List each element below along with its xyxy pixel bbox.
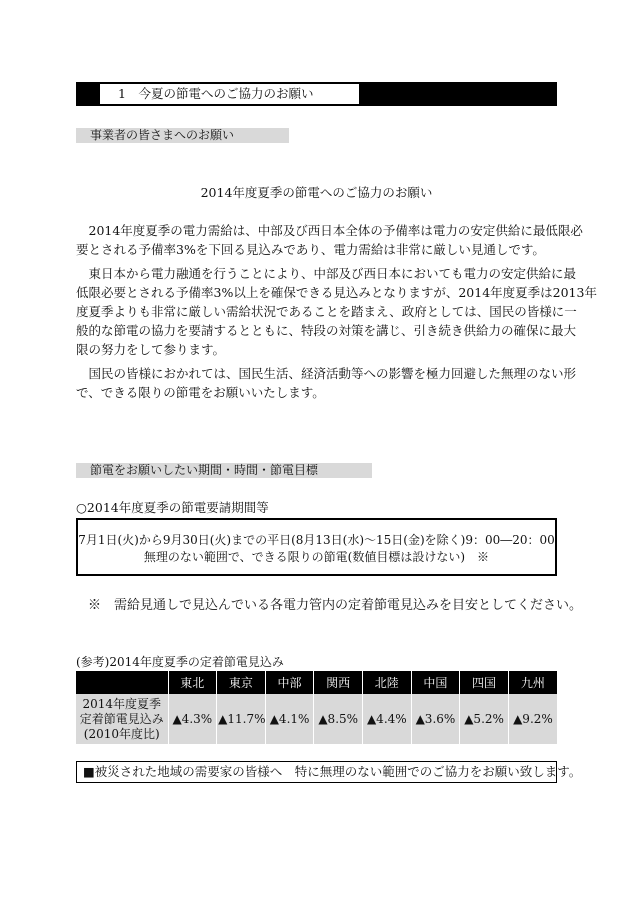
- section-header-title: 1 今夏の節電へのご協力のお願い: [100, 84, 359, 104]
- table-cell: ▲9.2%: [508, 694, 557, 744]
- table-header-cell: 東京: [217, 671, 266, 694]
- row-label-line: 2014年度夏季: [82, 696, 162, 711]
- paragraph-line: 低限必要とされる予備率3%以上を確保できる見込みとなりますが、2014年度夏季は2013年: [76, 285, 597, 300]
- table-header-cell: 中国: [411, 671, 460, 694]
- paragraph-line: 国民の皆様におかれては、国民生活、経済活動等への影響を極力回避した無理のない形: [76, 366, 577, 381]
- subheading-period: 節電をお願いしたい期間・時間・節電目標: [76, 463, 372, 478]
- paragraph-line: 般的な節電の協力を要請するとともに、特段の対策を講じ、引き続き供給力の確保に最大: [76, 323, 577, 338]
- period-dates: 7月1日(火)から9月30日(火)までの平日(8月13日(水)～15日(金)を除く)9：00―20：00: [78, 533, 555, 547]
- table-header-cell: 関西: [314, 671, 363, 694]
- table-header-row: [76, 671, 557, 694]
- period-target: 無理のない範囲で、できる限りの節電(数値目標は設けない) ※: [143, 550, 490, 564]
- paragraph-1: [76, 221, 583, 259]
- paragraph-3: [76, 364, 577, 402]
- table-cell: ▲3.6%: [411, 694, 460, 744]
- period-label: ○2014年度夏季の節電要請期間等: [76, 500, 269, 515]
- table-cell: ▲4.4%: [363, 694, 412, 744]
- table-row: [76, 694, 557, 744]
- table-row-label: [76, 694, 168, 744]
- table-header-empty: [76, 671, 168, 694]
- section-header-bar: [76, 82, 557, 106]
- paragraph-line: 限の努力をして参ります。: [76, 342, 226, 357]
- document-title: 2014年度夏季の節電へのご協力のお願い: [200, 185, 433, 200]
- row-label-line: 定着節電見込み: [79, 711, 164, 726]
- paragraph-line: 度夏季よりも非常に厳しい需給状況であることを踏まえ、政府としては、国民の皆様に一: [76, 304, 577, 319]
- table-header-cell: 東北: [168, 671, 217, 694]
- table-caption: (参考)2014年度夏季の定着節電見込み: [76, 655, 284, 669]
- table-header-cell: 九州: [508, 671, 557, 694]
- table-cell: ▲4.1%: [265, 694, 314, 744]
- reference-table: [76, 671, 557, 744]
- paragraph-line: 東日本から電力融通を行うことにより、中部及び西日本においても電力の安定供給に最: [76, 266, 577, 281]
- note: ※ 需給見通しで見込んでいる各電力管内の定着節電見込みを目安としてください。: [88, 598, 583, 613]
- table-cell: ▲11.7%: [217, 694, 266, 744]
- row-label-line: (2010年度比): [83, 726, 160, 741]
- subheading-businesses: 事業者の皆さまへのお願い: [76, 128, 289, 143]
- footer-notice: ■被災された地域の需要家の皆様へ 特に無理のない範囲でのご協力をお願い致します。: [76, 761, 557, 783]
- table-cell: ▲8.5%: [314, 694, 363, 744]
- paragraph-2: [76, 264, 597, 359]
- table-header-cell: 中部: [265, 671, 314, 694]
- table-header-cell: 四国: [460, 671, 509, 694]
- paragraph-line: 要とされる予備率3%を下回る見込みであり、電力需給は非常に厳しい見通しです。: [76, 242, 545, 257]
- paragraph-line: 2014年度夏季の電力需給は、中部及び西日本全体の予備率は電力の安定供給に最低限必: [76, 223, 583, 238]
- table-header-cell: 北陸: [363, 671, 412, 694]
- table-cell: ▲4.3%: [168, 694, 217, 744]
- table-cell: ▲5.2%: [460, 694, 509, 744]
- paragraph-line: で、できる限りの節電をお願いいたします。: [76, 385, 325, 400]
- period-box: [76, 518, 557, 576]
